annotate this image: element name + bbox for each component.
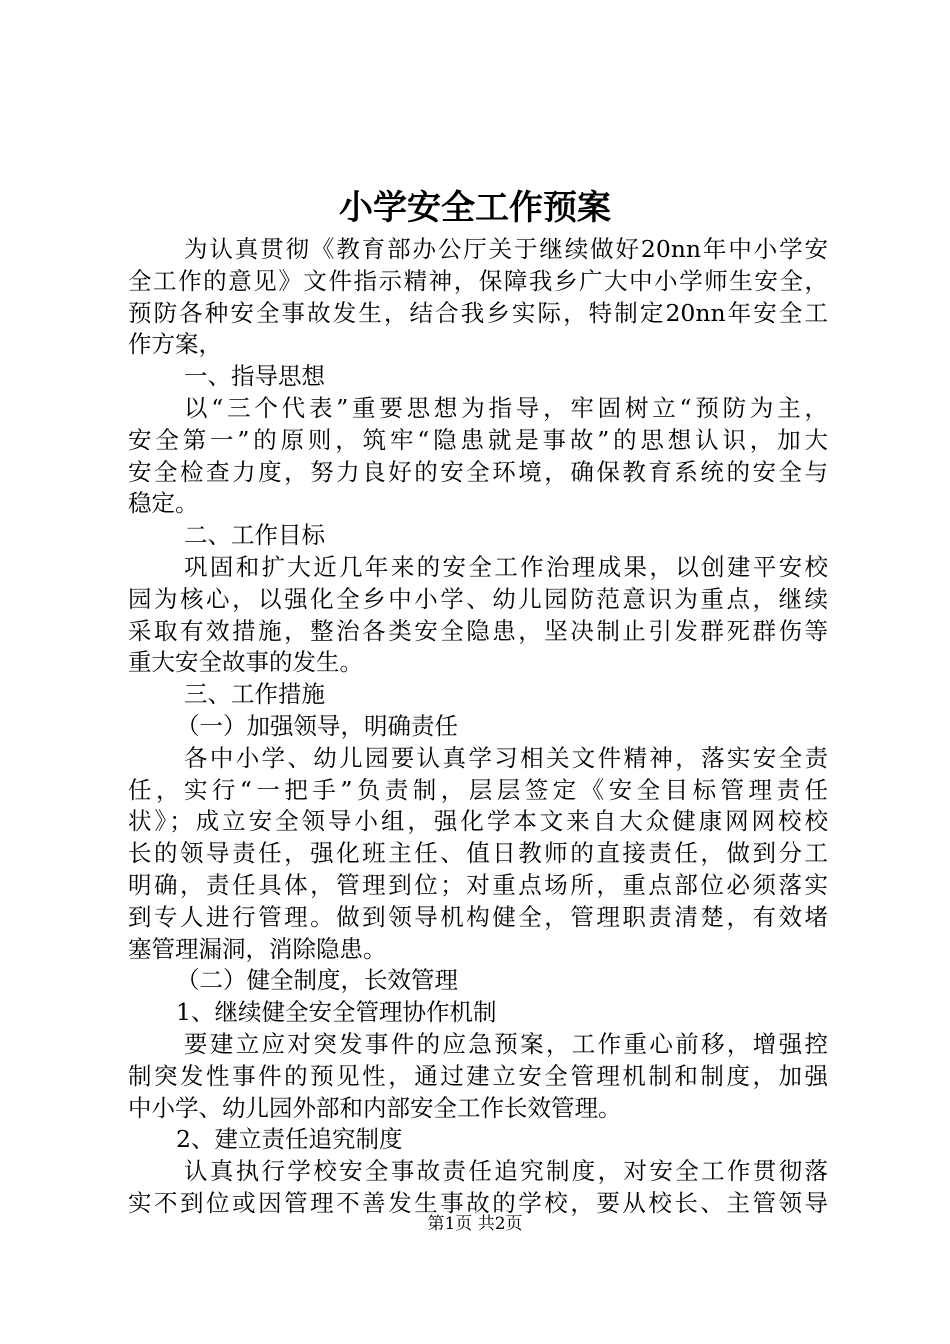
body-line: 1、继续健全安全管理协作机制 [176,998,497,1027]
body-line: 中小学、幼儿园外部和内部安全工作长效管理。 [128,1093,622,1122]
body-line: 认真执行学校安全事故责任追究制度，对安全工作贯彻落 [184,1157,828,1186]
body-line: 制突发性事件的预见性，通过建立安全管理机制和制度，加强 [128,1061,828,1090]
body-line: 长的领导责任，强化班主任、值日教师的直接责任，做到分工 [128,839,828,868]
document-title: 小学安全工作预案 [339,188,611,228]
body-line: 安全检查力度，努力良好的安全环境，确保教育系统的安全与 [128,457,828,486]
body-line: 任，实行“一把手”负责制，层层签定《安全目标管理责任 [128,775,828,804]
body-line: 一、指导思想 [184,362,325,391]
body-line: 预防各种安全事故发生，结合我乡实际，特制定20nn年安全工 [128,298,828,327]
body-line: 作方案， [128,330,222,359]
body-line: 安全第一”的原则，筑牢“隐患就是事故”的思想认识，加大 [128,425,828,454]
body-line: 塞管理漏洞，消除隐患。 [128,934,387,963]
body-line: 全工作的意见》文件指示精神，保障我乡广大中小学师生安全， [128,266,828,295]
body-line: 采取有效措施，整治各类安全隐患，坚决制止引发群死群伤等 [128,616,828,645]
body-line: 实不到位或因管理不善发生事故的学校，要从校长、主管领导 [128,1188,828,1217]
page-footer: 第1页 共2页 [427,1214,523,1234]
body-line: 三、工作措施 [184,680,325,709]
body-line: （一）加强领导，明确责任 [176,711,458,740]
body-line: 巩固和扩大近几年来的安全工作治理成果，以创建平安校 [184,552,828,581]
body-line: 园为核心，以强化全乡中小学、幼儿园防范意识为重点，继续 [128,584,828,613]
body-line: 状》；成立安全领导小组，强化学本文来自大众健康网网校校 [128,807,828,836]
body-line: 重大安全故事的发生。 [128,648,363,677]
document-body [128,234,828,1220]
body-line: 到专人进行管理。做到领导机构健全，管理职责清楚，有效堵 [128,902,828,931]
body-line: 稳定。 [128,489,199,518]
body-line: 要建立应对突发事件的应急预案，工作重心前移，增强控 [184,1029,828,1058]
body-line: 二、工作目标 [184,521,325,550]
body-line: 各中小学、幼儿园要认真学习相关文件精神，落实安全责 [184,743,828,772]
body-line: 明确，责任具体，管理到位；对重点场所，重点部位必须落实 [128,870,828,899]
body-line: （二）健全制度，长效管理 [176,966,458,995]
body-line: 2、建立责任追究制度 [176,1125,403,1154]
body-line: 以“三个代表”重要思想为指导，牢固树立“预防为主， [184,393,828,422]
body-line: 为认真贯彻《教育部办公厅关于继续做好20nn年中小学安 [184,235,828,263]
